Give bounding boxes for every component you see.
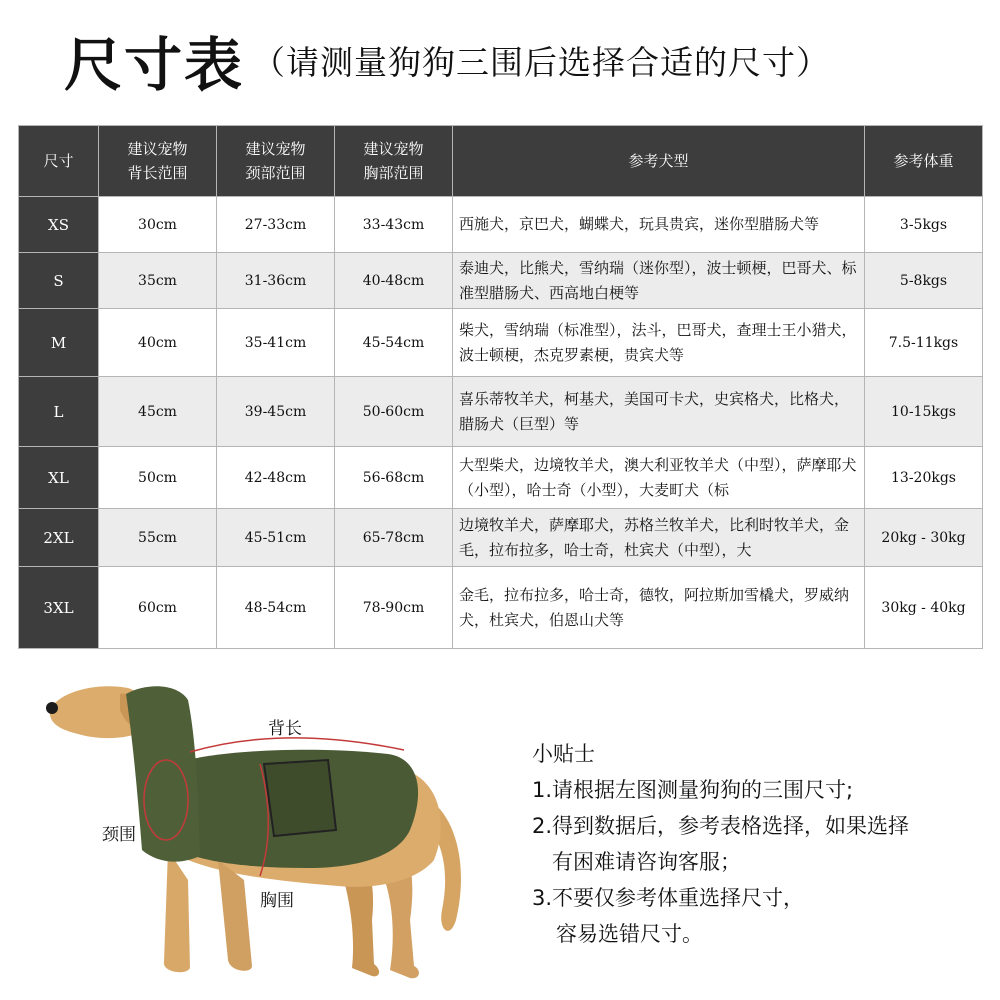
table-row — [19, 509, 983, 567]
row-breed — [453, 509, 865, 567]
row-neck: 35-41cm — [217, 309, 335, 377]
row-size: XL — [19, 447, 99, 509]
row-size: 3XL — [19, 567, 99, 649]
row-back: 45cm — [99, 377, 217, 447]
row-breed-text: 柴犬，雪纳瑞（标准型），法斗，巴哥犬，查理士王小猎犬，波士顿梗，杰克罗素梗，贵宾犬等 — [459, 320, 857, 364]
title-subtitle: （请测量狗狗三围后选择合适的尺寸） — [252, 42, 831, 82]
dog-front-leg-back — [218, 860, 252, 971]
row-breed — [453, 253, 865, 309]
header-size: 尺寸 — [19, 126, 99, 197]
tips-line2a: 2.得到数据后，参考表格选择，如果选择 — [532, 814, 910, 838]
row-chest: 33-43cm — [335, 197, 453, 253]
size-table — [18, 125, 983, 649]
chest-circumference-label: 胸围 — [260, 891, 294, 911]
tips-line2b: 有困难请咨询客服； — [552, 850, 741, 874]
table-row — [19, 447, 983, 509]
row-breed — [453, 567, 865, 649]
row-weight: 3-5kgs — [865, 197, 983, 253]
row-chest: 45-54cm — [335, 309, 453, 377]
tips-line3b: 容易选错尺寸。 — [556, 922, 703, 946]
row-breed — [453, 197, 865, 253]
title-main: 尺寸表 — [64, 31, 245, 99]
row-weight: 5-8kgs — [865, 253, 983, 309]
dog-snood — [126, 686, 200, 861]
dog-front-leg — [164, 850, 190, 972]
row-back: 50cm — [99, 447, 217, 509]
back-length-label: 背长 — [268, 719, 302, 739]
dog-measurement-diagram — [38, 680, 488, 990]
row-size: XS — [19, 197, 99, 253]
row-breed-text: 大型柴犬，边境牧羊犬，澳大利亚牧羊犬（中型），萨摩耶犬（小型），哈士奇（小型），大麦町犬（标 — [459, 455, 857, 499]
row-weight: 13-20kgs — [865, 447, 983, 509]
header-back-length — [99, 126, 217, 197]
row-weight: 30kg - 40kg — [865, 567, 983, 649]
row-neck: 31-36cm — [217, 253, 335, 309]
header-chest — [335, 126, 453, 197]
header-back-line1: 建议宠物 — [127, 140, 188, 158]
tips-line3a: 3.不要仅参考体重选择尺寸， — [532, 886, 805, 910]
row-breed-text: 金毛，拉布拉多，哈士奇，德牧，阿拉斯加雪橇犬，罗威纳犬，杜宾犬，伯恩山犬等 — [459, 585, 850, 629]
row-size: 2XL — [19, 509, 99, 567]
row-size: S — [19, 253, 99, 309]
page-title — [64, 18, 830, 102]
header-chest-line2: 胸部范围 — [363, 164, 424, 182]
row-neck: 39-45cm — [217, 377, 335, 447]
tips-line1: 1.请根据左图测量狗狗的三围尺寸; — [532, 778, 854, 802]
tips-title: 小贴士 — [532, 742, 595, 766]
row-back: 55cm — [99, 509, 217, 567]
row-breed — [453, 377, 865, 447]
row-chest: 56-68cm — [335, 447, 453, 509]
header-neck — [217, 126, 335, 197]
dog-coat-strap — [264, 760, 336, 836]
row-breed-text: 西施犬，京巴犬，蝴蝶犬，玩具贵宾，迷你型腊肠犬等 — [459, 215, 820, 233]
row-chest: 65-78cm — [335, 509, 453, 567]
table-row — [19, 377, 983, 447]
row-neck: 48-54cm — [217, 567, 335, 649]
header-breed: 参考犬型 — [453, 126, 865, 197]
row-breed-text: 泰迪犬，比熊犬，雪纳瑞（迷你型），波士顿梗，巴哥犬、标准型腊肠犬、西高地白梗等 — [459, 258, 857, 302]
table-row — [19, 567, 983, 649]
row-back: 30cm — [99, 197, 217, 253]
row-breed-text: 喜乐蒂牧羊犬，柯基犬，美国可卡犬，史宾格犬，比格犬，腊肠犬（巨型）等 — [459, 389, 850, 433]
row-back: 35cm — [99, 253, 217, 309]
row-breed — [453, 309, 865, 377]
row-chest: 40-48cm — [335, 253, 453, 309]
row-neck: 45-51cm — [217, 509, 335, 567]
neck-circumference-label: 颈围 — [102, 825, 136, 845]
header-neck-line1: 建议宠物 — [245, 140, 306, 158]
table-header-row — [19, 126, 983, 197]
row-chest: 78-90cm — [335, 567, 453, 649]
row-weight: 7.5-11kgs — [865, 309, 983, 377]
row-weight: 10-15kgs — [865, 377, 983, 447]
row-breed-text: 边境牧羊犬，萨摩耶犬，苏格兰牧羊犬，比利时牧羊犬，金毛，拉布拉多，哈士奇，杜宾犬（中型），大 — [459, 515, 850, 559]
header-weight: 参考体重 — [865, 126, 983, 197]
table-row — [19, 309, 983, 377]
row-neck: 27-33cm — [217, 197, 335, 253]
row-breed — [453, 447, 865, 509]
row-neck: 42-48cm — [217, 447, 335, 509]
row-weight: 20kg - 30kg — [865, 509, 983, 567]
header-back-line2: 背长范围 — [127, 164, 188, 182]
row-chest: 50-60cm — [335, 377, 453, 447]
dog-nose — [46, 702, 58, 714]
header-neck-line2: 颈部范围 — [245, 164, 306, 182]
table-row — [19, 197, 983, 253]
row-back: 60cm — [99, 567, 217, 649]
header-chest-line1: 建议宠物 — [363, 140, 424, 158]
row-size: M — [19, 309, 99, 377]
row-size: L — [19, 377, 99, 447]
row-back: 40cm — [99, 309, 217, 377]
table-row — [19, 253, 983, 309]
tips-panel — [532, 736, 909, 952]
